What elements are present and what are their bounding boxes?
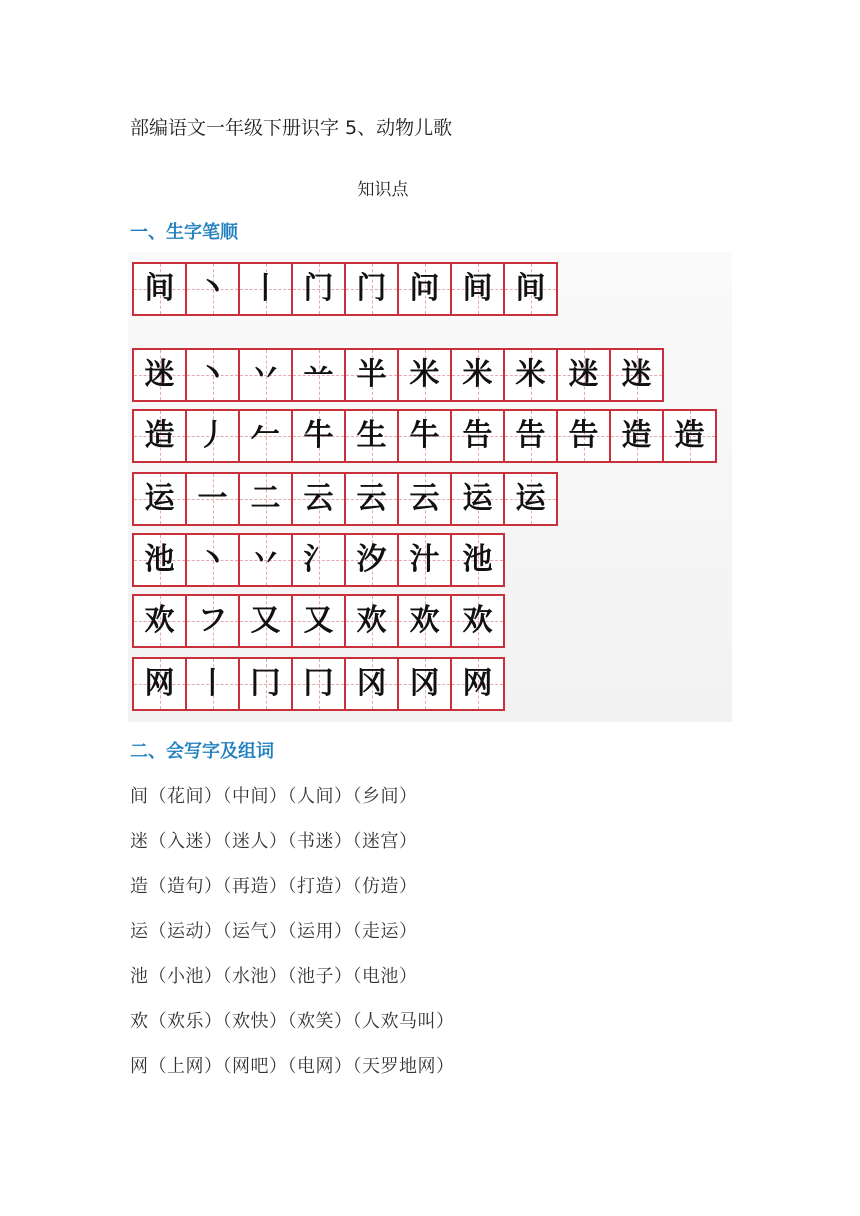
cell-glyph: 汐 <box>356 542 387 577</box>
stroke-cell <box>452 474 505 524</box>
stroke-cell <box>346 474 399 524</box>
cell-glyph: 牛 <box>409 418 440 453</box>
cell-glyph: 又 <box>303 603 334 638</box>
character-cell <box>134 535 187 585</box>
stroke-cell <box>399 659 452 709</box>
stroke-cell <box>399 474 452 524</box>
stroke-cell <box>399 535 452 585</box>
stroke-cell <box>452 411 505 461</box>
section-heading-stroke-order: 一、生字笔顺 <box>130 222 238 243</box>
cell-glyph: 池 <box>144 542 175 577</box>
stroke-cell <box>346 535 399 585</box>
cell-glyph: 门 <box>303 271 334 306</box>
cell-glyph: 云 <box>303 481 334 516</box>
cell-glyph: 冈 <box>409 666 440 701</box>
cell-glyph: フ <box>197 603 228 638</box>
cell-glyph: 间 <box>515 271 546 306</box>
document-title: 部编语文一年级下册识字 5、动物儿歌 <box>130 117 453 139</box>
stroke-cell <box>240 535 293 585</box>
stroke-cell <box>346 411 399 461</box>
cell-glyph: 丿 <box>197 418 228 453</box>
stroke-cell <box>452 350 505 400</box>
stroke-cell <box>346 659 399 709</box>
word-line: 网（上网）（网吧）（电网）（天罗地网） <box>130 1056 455 1077</box>
cell-glyph: 又 <box>250 603 281 638</box>
character-cell <box>134 350 187 400</box>
stroke-cell <box>293 411 346 461</box>
cell-glyph: 冂 <box>303 666 334 701</box>
stroke-cell <box>240 411 293 461</box>
stroke-cell <box>399 411 452 461</box>
cell-glyph: 运 <box>462 481 493 516</box>
stroke-cell <box>452 659 505 709</box>
cell-glyph: 网 <box>144 666 175 701</box>
stroke-cell <box>505 264 558 314</box>
cell-glyph: 丷 <box>250 357 281 392</box>
stroke-cell <box>505 350 558 400</box>
stroke-cell <box>187 596 240 646</box>
character-cell <box>134 264 187 314</box>
cell-glyph: 告 <box>515 418 546 453</box>
cell-glyph: 汁 <box>409 542 440 577</box>
cell-glyph: 欢 <box>462 603 493 638</box>
stroke-cell <box>346 596 399 646</box>
cell-glyph: 运 <box>144 481 175 516</box>
cell-glyph: 池 <box>462 542 493 577</box>
cell-glyph: 丨 <box>197 666 228 701</box>
cell-glyph: 间 <box>144 271 175 306</box>
stroke-cell <box>399 350 452 400</box>
word-line: 迷（入迷）（迷人）（书迷）（迷宫） <box>130 831 418 852</box>
stroke-cell <box>399 596 452 646</box>
stroke-cell <box>505 474 558 524</box>
stroke-row <box>132 262 558 316</box>
stroke-order-grid <box>128 252 732 722</box>
cell-glyph: 网 <box>462 666 493 701</box>
stroke-row <box>132 472 558 526</box>
cell-glyph: 云 <box>409 481 440 516</box>
stroke-cell <box>240 596 293 646</box>
character-cell <box>134 411 187 461</box>
stroke-row <box>132 657 505 711</box>
cell-glyph: 二 <box>250 481 281 516</box>
stroke-cell <box>240 474 293 524</box>
cell-glyph: 欢 <box>409 603 440 638</box>
stroke-cell <box>187 535 240 585</box>
word-line: 造（造句）（再造）（打造）（仿造） <box>130 876 418 897</box>
word-line: 间（花间）（中间）（人间）（乡间） <box>130 786 418 807</box>
stroke-cell <box>505 411 558 461</box>
cell-glyph: 告 <box>568 418 599 453</box>
stroke-cell <box>452 535 505 585</box>
stroke-cell <box>611 411 664 461</box>
word-line: 池（小池）（水池）（池子）（电池） <box>130 966 418 987</box>
stroke-cell <box>293 264 346 314</box>
cell-glyph: 欢 <box>144 603 175 638</box>
cell-glyph: 运 <box>515 481 546 516</box>
cell-glyph: 冈 <box>356 666 387 701</box>
word-line: 欢（欢乐）（欢快）（欢笑）（人欢马叫） <box>130 1011 455 1032</box>
cell-glyph: 间 <box>462 271 493 306</box>
cell-glyph: 丶 <box>197 271 228 306</box>
stroke-cell <box>240 350 293 400</box>
cell-glyph: 丨 <box>250 271 281 306</box>
stroke-cell <box>399 264 452 314</box>
cell-glyph: 𠂉 <box>250 418 281 453</box>
cell-glyph: 牛 <box>303 418 334 453</box>
stroke-row <box>132 594 505 648</box>
cell-glyph: 问 <box>409 271 440 306</box>
stroke-cell <box>611 350 664 400</box>
stroke-cell <box>452 264 505 314</box>
stroke-cell <box>293 596 346 646</box>
cell-glyph: 米 <box>515 357 546 392</box>
word-line: 运（运动）（运气）（运用）（走运） <box>130 921 418 942</box>
cell-glyph: 一 <box>197 481 228 516</box>
cell-glyph: 半 <box>356 357 387 392</box>
stroke-cell <box>187 474 240 524</box>
cell-glyph: 迷 <box>144 357 175 392</box>
character-cell <box>134 659 187 709</box>
stroke-row <box>132 533 505 587</box>
cell-glyph: 门 <box>356 271 387 306</box>
cell-glyph: 告 <box>462 418 493 453</box>
cell-glyph: 䒑 <box>303 357 334 392</box>
cell-glyph: 迷 <box>568 357 599 392</box>
stroke-cell <box>240 264 293 314</box>
stroke-cell <box>293 535 346 585</box>
stroke-cell <box>664 411 717 461</box>
section-heading-words: 二、会写字及组词 <box>130 741 274 762</box>
stroke-cell <box>293 350 346 400</box>
cell-glyph: 冂 <box>250 666 281 701</box>
cell-glyph: 米 <box>462 357 493 392</box>
stroke-cell <box>187 659 240 709</box>
stroke-cell <box>293 474 346 524</box>
cell-glyph: 造 <box>674 418 705 453</box>
stroke-row <box>132 348 664 402</box>
stroke-row <box>132 409 717 463</box>
stroke-cell <box>558 350 611 400</box>
stroke-cell <box>187 264 240 314</box>
stroke-cell <box>187 411 240 461</box>
stroke-cell <box>240 659 293 709</box>
stroke-cell <box>293 659 346 709</box>
cell-glyph: 丶 <box>197 542 228 577</box>
character-cell <box>134 474 187 524</box>
cell-glyph: 丶 <box>197 357 228 392</box>
cell-glyph: 欢 <box>356 603 387 638</box>
stroke-cell <box>346 264 399 314</box>
character-cell <box>134 596 187 646</box>
stroke-cell <box>452 596 505 646</box>
stroke-cell <box>346 350 399 400</box>
cell-glyph: 氵 <box>303 542 334 577</box>
stroke-cell <box>187 350 240 400</box>
cell-glyph: 迷 <box>621 357 652 392</box>
cell-glyph: 米 <box>409 357 440 392</box>
cell-glyph: 造 <box>144 418 175 453</box>
cell-glyph: 造 <box>621 418 652 453</box>
cell-glyph: 丷 <box>250 542 281 577</box>
document-subtitle: 知识点 <box>357 180 409 200</box>
stroke-cell <box>558 411 611 461</box>
cell-glyph: 生 <box>356 418 387 453</box>
cell-glyph: 云 <box>356 481 387 516</box>
